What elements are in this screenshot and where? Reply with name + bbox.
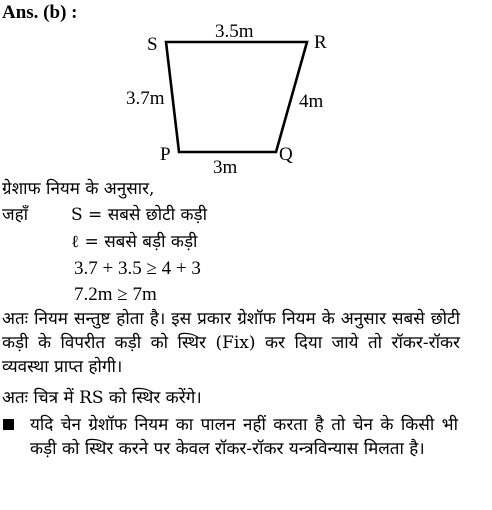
vertex-label-s: S — [147, 34, 158, 55]
side-label-sp: 3.7m — [126, 88, 165, 109]
paragraph-fix-rs: अतः चित्र में RS को स्थिर करेंगे। — [2, 388, 202, 408]
intro-line: ग्रेशाफ नियम के अनुसार, — [2, 179, 155, 199]
quadrilateral-figure — [0, 0, 492, 180]
definition-longest: ℓ = सबसे बड़ी कड़ी — [71, 232, 198, 252]
vertex-label-p: P — [160, 144, 171, 165]
paragraph-conclusion: अतः नियम सन्तुष्ट होता है। इस प्रकार ग्रेशॉफ नियम के अनुसार सबसे छोटी कड़ी के विपरीत कड़ी को स्थिर (Fix) कर दिया जाये तो रॉकर-रॉकर व्यवस्था प्राप्त होगी। — [2, 309, 460, 377]
vertex-label-r: R — [314, 32, 327, 53]
side-label-sr: 3.5m — [215, 21, 254, 42]
answer-label: Ans. (b) : — [2, 2, 78, 23]
where-label: जहाँ — [2, 205, 29, 225]
side-label-rq: 4m — [299, 91, 324, 112]
inequality-sum: 3.7 + 3.5 ≥ 4 + 3 — [74, 258, 201, 279]
vertex-label-q: Q — [279, 144, 293, 165]
definition-shortest: S = सबसे छोटी कड़ी — [71, 205, 208, 225]
linkage-polygon — [166, 42, 307, 152]
bullet-note: यदि चेन ग्रेशॉफ नियम का पालन नहीं करता है तो चेन के किसी भी कड़ी को स्थिर करने पर केवल रॉकर-रॉकर यन्त्रविन्यास मिलता है। — [30, 415, 458, 459]
side-label-pq: 3m — [213, 157, 238, 178]
inequality-result: 7.2m ≥ 7m — [74, 284, 157, 305]
bullet-square-icon — [3, 419, 14, 430]
